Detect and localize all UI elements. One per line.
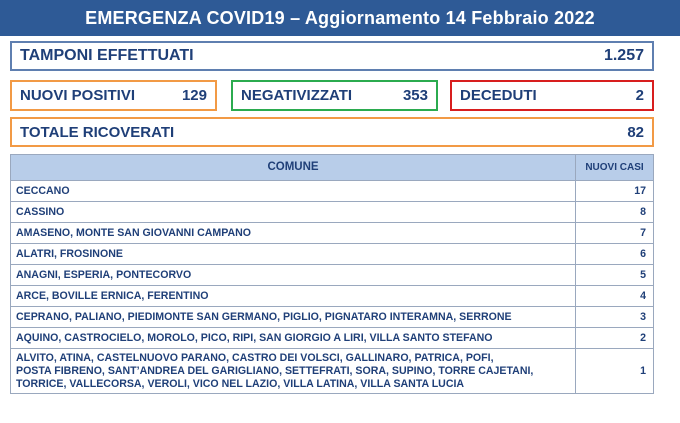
negativizzati-box [231, 80, 438, 111]
page-title: EMERGENZA COVID19 – Aggiornamento 14 Febbraio 2022 [0, 0, 680, 36]
deceduti-box [450, 80, 654, 111]
deceduti-label: DECEDUTI [460, 87, 537, 104]
comune-cell: CASSINO [11, 202, 576, 223]
positivi-value: 129 [181, 87, 207, 104]
casi-cell: 2 [576, 328, 654, 349]
ricoverati-box [10, 117, 654, 147]
table-row [11, 223, 654, 244]
casi-cell: 8 [576, 202, 654, 223]
casi-cell: 6 [576, 244, 654, 265]
table-row [11, 202, 654, 223]
casi-cell: 3 [576, 307, 654, 328]
comune-cell [11, 349, 576, 394]
header-comune: COMUNE [11, 155, 576, 181]
comune-cell: AQUINO, CASTROCIELO, MOROLO, PICO, RIPI, SAN GIORGIO A LIRI, VILLA SANTO STEFANO [11, 328, 576, 349]
cases-table [10, 154, 654, 394]
tamponi-value: 1.257 [603, 47, 644, 64]
table-row [11, 328, 654, 349]
casi-cell: 5 [576, 265, 654, 286]
negativizzati-label: NEGATIVIZZATI [241, 87, 353, 104]
tamponi-label: TAMPONI EFFETTUATI [20, 47, 194, 64]
header-nuovi-casi: NUOVI CASI [576, 155, 654, 181]
negativizzati-value: 353 [402, 87, 428, 104]
table-row [11, 265, 654, 286]
table-row [11, 286, 654, 307]
casi-cell: 7 [576, 223, 654, 244]
casi-cell: 4 [576, 286, 654, 307]
table-row [11, 307, 654, 328]
comune-cell: ANAGNI, ESPERIA, PONTECORVO [11, 265, 576, 286]
comune-cell: ALATRI, FROSINONE [11, 244, 576, 265]
ricoverati-label: TOTALE RICOVERATI [20, 123, 175, 141]
comune-cell: CECCANO [11, 181, 576, 202]
positivi-box [10, 80, 217, 111]
comune-cell: ARCE, BOVILLE ERNICA, FERENTINO [11, 286, 576, 307]
casi-cell: 17 [576, 181, 654, 202]
casi-cell: 1 [576, 349, 654, 394]
comune-cell: AMASENO, MONTE SAN GIOVANNI CAMPANO [11, 223, 576, 244]
deceduti-value: 2 [635, 87, 644, 104]
table-row [11, 181, 654, 202]
table-header-row [11, 155, 654, 181]
table-row [11, 244, 654, 265]
comune-cell: CEPRANO, PALIANO, PIEDIMONTE SAN GERMANO, PIGLIO, PIGNATARO INTERAMNA, SERRONE [11, 307, 576, 328]
table-row [11, 349, 654, 394]
positivi-label: NUOVI POSITIVI [20, 87, 136, 104]
comune-line: TORRICE, VALLECORSA, VEROLI, VICO NEL LAZIO, VILLA LATINA, VILLA SANTA LUCIA [16, 377, 465, 390]
tamponi-box [10, 41, 654, 71]
comune-line: POSTA FIBRENO, SANT’ANDREA DEL GARIGLIANO, SETTEFRATI, SORA, SUPINO, TORRE CAJETANI, [16, 364, 534, 377]
comune-line: ALVITO, ATINA, CASTELNUOVO PARANO, CASTRO DEI VOLSCI, GALLINARO, PATRICA, POFI, [16, 351, 494, 364]
ricoverati-value: 82 [627, 123, 644, 141]
